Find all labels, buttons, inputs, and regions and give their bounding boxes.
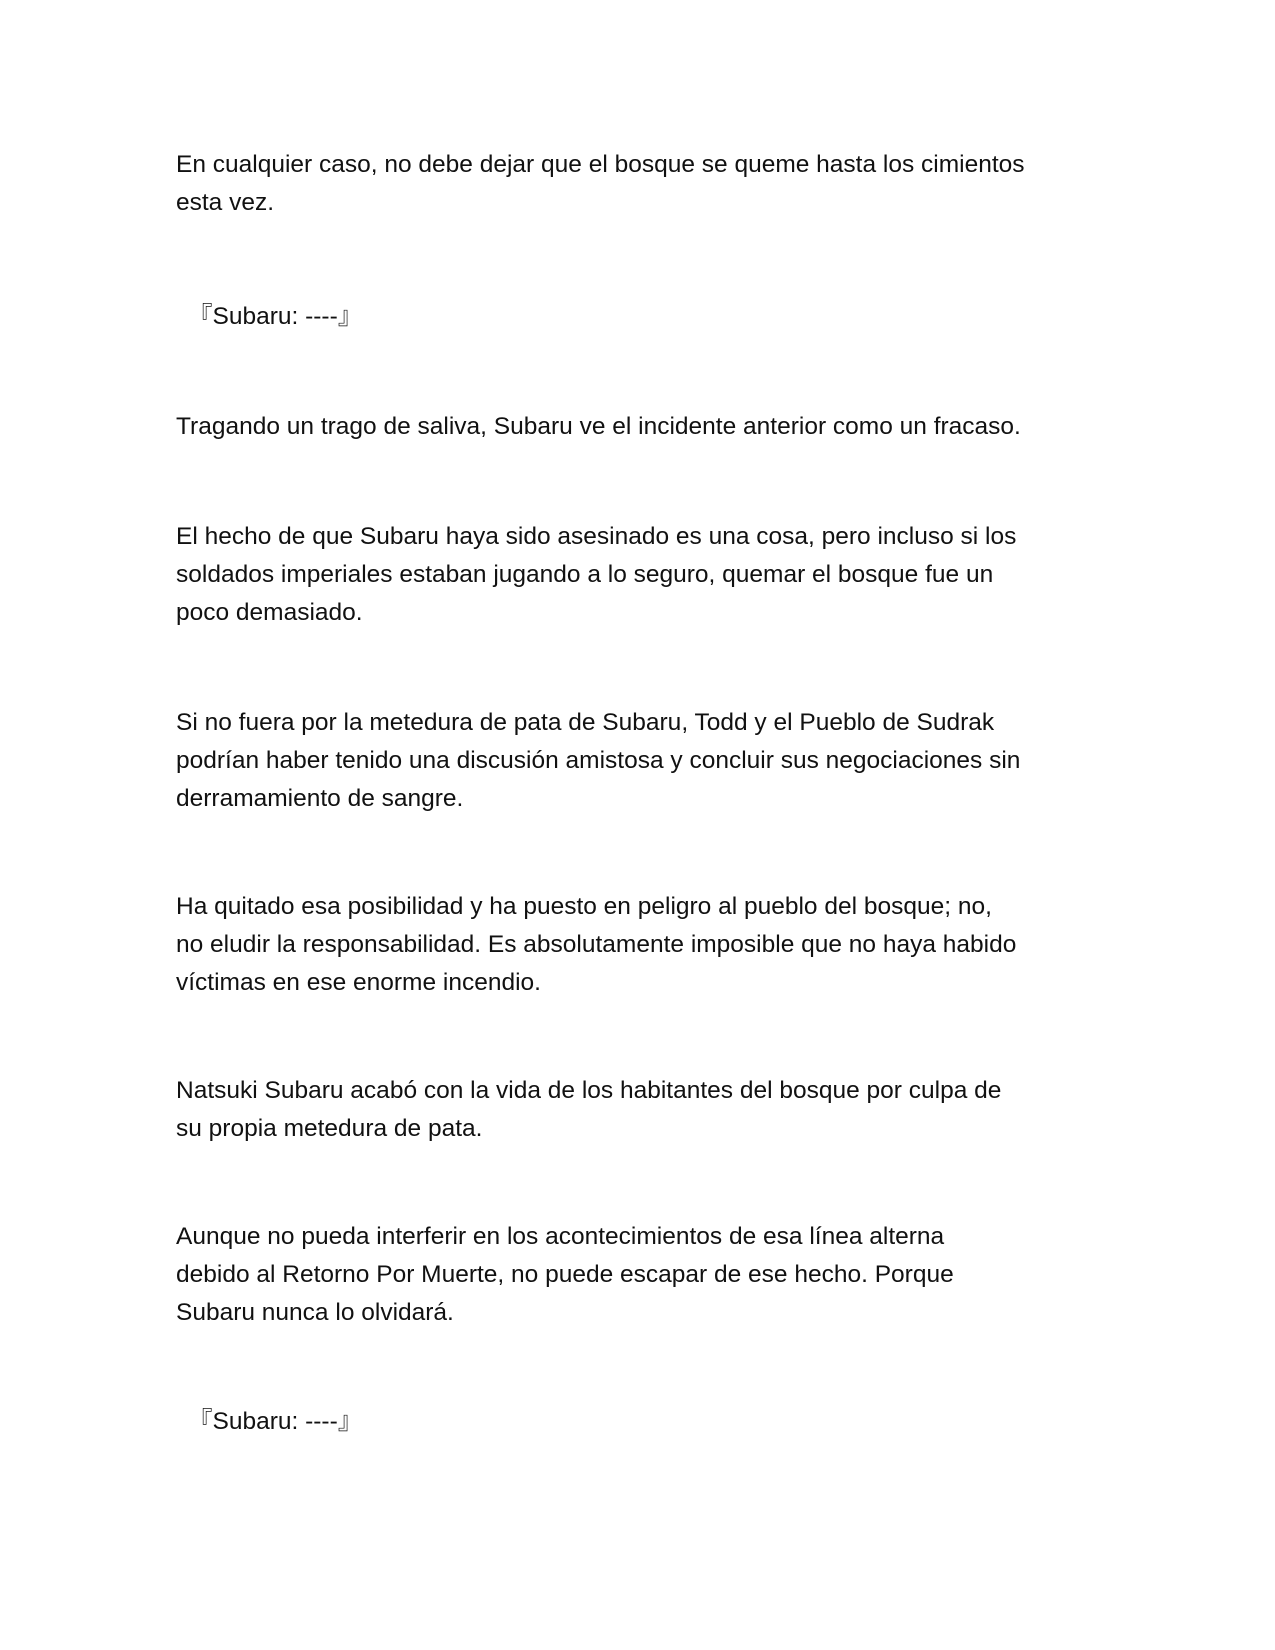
paragraph-3: [176, 408, 1116, 446]
paragraph-line: El hecho de que Subaru haya sido asesinado es una cosa, pero incluso si los: [176, 523, 1017, 550]
paragraph-5: [176, 704, 1116, 818]
paragraph-line: debido al Retorno Por Muerte, no puede escapar de ese hecho. Porque: [176, 1261, 954, 1288]
paragraph-line: En cualquier caso, no debe dejar que el bosque se queme hasta los cimientos: [176, 151, 1025, 178]
paragraph-6: [176, 888, 1116, 1002]
dialogue-line-2: [188, 1403, 1128, 1441]
paragraph-line: Natsuki Subaru acabó con la vida de los habitantes del bosque por culpa de: [176, 1077, 1002, 1104]
paragraph-line: podrían haber tenido una discusión amistosa y concluir sus negociaciones sin: [176, 747, 1021, 774]
paragraph-4: [176, 518, 1116, 632]
paragraph-line: Aunque no pueda interferir en los acontecimientos de esa línea alterna: [176, 1223, 945, 1250]
paragraph-line: su propia metedura de pata.: [176, 1115, 483, 1142]
paragraph-line: Ha quitado esa posibilidad y ha puesto en peligro al pueblo del bosque; no,: [176, 893, 992, 920]
paragraph-7: [176, 1072, 1116, 1148]
dialogue-line-1: [188, 298, 1128, 336]
paragraph-line: Subaru nunca lo olvidará.: [176, 1299, 454, 1326]
paragraph-line: víctimas en ese enorme incendio.: [176, 969, 541, 996]
paragraph-line: soldados imperiales estaban jugando a lo seguro, quemar el bosque fue un: [176, 561, 994, 588]
paragraph-8: [176, 1218, 1116, 1332]
paragraph-line: Si no fuera por la metedura de pata de Subaru, Todd y el Pueblo de Sudrak: [176, 709, 995, 736]
paragraph-line: 『Subaru: ----』: [188, 303, 363, 330]
paragraph-line: no eludir la responsabilidad. Es absolutamente imposible que no haya habido: [176, 931, 1017, 958]
paragraph-line: Tragando un trago de saliva, Subaru ve el incidente anterior como un fracaso.: [176, 413, 1021, 440]
paragraph-1: [176, 146, 1116, 222]
paragraph-line: derramamiento de sangre.: [176, 785, 464, 812]
paragraph-line: esta vez.: [176, 189, 275, 216]
paragraph-line: 『Subaru: ----』: [188, 1408, 363, 1435]
paragraph-line: poco demasiado.: [176, 599, 363, 626]
